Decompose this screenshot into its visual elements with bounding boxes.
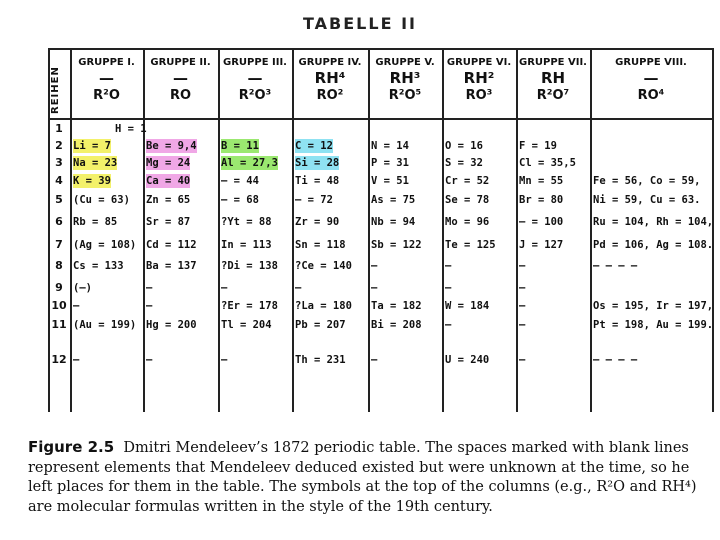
element-cell: Rb = 85 (73, 216, 118, 228)
element-cell: ?Er = 178 (221, 300, 278, 312)
element-cell: Fe = 56, Co = 59, (593, 175, 701, 187)
header-sym: — (99, 69, 114, 87)
header-sym: — (173, 69, 188, 87)
element-cell: U = 240 (445, 354, 490, 366)
header-group: GRUPPE VIII. (615, 57, 687, 68)
header-formula: RO (169, 88, 192, 103)
element-cell: N = 14 (371, 140, 409, 152)
element-cell: — (371, 260, 378, 272)
element-cell: Cr = 52 (445, 175, 490, 187)
header-sym: RH⁴ (314, 69, 346, 87)
element-cell: K = 39 (73, 175, 111, 187)
header-group: GRUPPE IV. (298, 57, 362, 68)
element-cell: — (519, 260, 526, 272)
reihen-label: REIHEN (50, 66, 61, 114)
element-cell: Pb = 207 (295, 319, 346, 331)
row-number: 11 (51, 318, 67, 331)
element-cell: Nb = 94 (371, 216, 416, 228)
element-cell: B = 11 (221, 140, 259, 152)
header-group: GRUPPE III. (223, 57, 287, 68)
element-cell: Mg = 24 (146, 157, 191, 169)
row-number: 5 (55, 193, 63, 206)
element-cell: Sn = 118 (295, 239, 346, 251)
element-cell: ?Ce = 140 (295, 260, 352, 272)
element-cell: — (519, 300, 526, 312)
element-cell: Ta = 182 (371, 300, 422, 312)
element-cell: O = 16 (445, 140, 483, 152)
element-cell: Sr = 87 (146, 216, 191, 228)
column-header-7 (516, 56, 590, 104)
element-cell: Te = 125 (445, 239, 496, 251)
element-cell: — (519, 319, 526, 331)
header-formula: R²O⁵ (388, 88, 422, 103)
header-group: GRUPPE V. (375, 57, 435, 68)
header-bottom-border (48, 118, 712, 120)
element-cell: Cs = 133 (73, 260, 124, 272)
element-cell: Cd = 112 (146, 239, 197, 251)
column-header-4 (292, 56, 368, 104)
element-cell: — (445, 260, 452, 272)
column-header-2 (143, 56, 218, 104)
element-cell: — — — — (593, 354, 638, 366)
element-cell: — (445, 319, 452, 331)
header-sym: — (247, 69, 263, 87)
element-cell: C = 12 (295, 140, 333, 152)
element-cell: — — — — (593, 260, 638, 272)
caption-text: Dmitri Mendeleev’s 1872 periodic table. The spaces marked with blank lines represent elements that Mendeleev deduced existed but were unknown at the time, so he left places for them in the table. The symbols at the top of the columns (e.g., R²O and RH⁴) are molecular formulas written in the style of the 19th century. (28, 440, 697, 515)
element-cell: Cl = 35,5 (519, 157, 576, 169)
header-sym: RH² (463, 69, 495, 87)
element-cell: — (221, 354, 228, 366)
row-number: 9 (55, 281, 63, 294)
element-cell: — (221, 282, 228, 294)
element-cell: Tl = 204 (221, 319, 272, 331)
row-number: 7 (55, 238, 63, 251)
header-sym: — (643, 69, 659, 87)
element-cell: Ru = 104, Rh = 104, (593, 216, 714, 228)
row-number: 2 (55, 139, 63, 152)
element-cell: P = 31 (371, 157, 409, 169)
element-cell: J = 127 (519, 239, 564, 251)
element-cell: ?Di = 138 (221, 260, 278, 272)
element-cell: Os = 195, Ir = 197, (593, 300, 714, 312)
element-cell: Hg = 200 (146, 319, 197, 331)
element-cell: Ni = 59, Cu = 63. (593, 194, 701, 206)
element-cell: — (146, 300, 153, 312)
element-cell: Ba = 137 (146, 260, 197, 272)
element-cell: Zr = 90 (295, 216, 340, 228)
element-cell: — (519, 282, 526, 294)
element-cell: ?Yt = 88 (221, 216, 272, 228)
element-cell: In = 113 (221, 239, 272, 251)
element-cell: W = 184 (445, 300, 490, 312)
column-header-5 (368, 56, 442, 104)
element-cell: — (146, 354, 153, 366)
element-cell: — (295, 282, 302, 294)
element-cell: — (73, 300, 80, 312)
element-cell: — (146, 282, 153, 294)
row-number: 1 (55, 122, 63, 135)
element-cell: Al = 27,3 (221, 157, 278, 169)
element-cell: S = 32 (445, 157, 483, 169)
element-cell: — = 68 (221, 194, 259, 206)
element-cell: (—) (73, 282, 92, 294)
header-formula: R²O (93, 88, 120, 103)
element-cell: — = 44 (221, 175, 259, 187)
element-cell: Si = 28 (295, 157, 340, 169)
element-cell: Ca = 40 (146, 175, 191, 187)
header-formula: RO³ (465, 88, 493, 103)
element-cell: — (445, 282, 452, 294)
element-cell: H = 1 (115, 123, 147, 135)
header-sym: RH (540, 69, 566, 87)
element-cell: — = 100 (519, 216, 564, 228)
element-cell: Pd = 106, Ag = 108. (593, 239, 714, 251)
column-header-6 (442, 56, 516, 104)
header-group: GRUPPE II. (150, 57, 211, 68)
element-cell: Bi = 208 (371, 319, 422, 331)
figure-label: Figure 2.5 (28, 438, 115, 456)
header-formula: RO⁴ (637, 88, 665, 103)
element-cell: V = 51 (371, 175, 409, 187)
row-number: 10 (51, 299, 67, 312)
header-formula: R²O⁷ (536, 88, 570, 103)
element-cell: Li = 7 (73, 140, 111, 152)
row-number: 3 (55, 156, 63, 169)
column-header-8 (590, 56, 712, 104)
header-group: GRUPPE I. (78, 57, 135, 68)
table-top-border (48, 48, 712, 50)
element-cell: F = 19 (519, 140, 557, 152)
element-cell: Mn = 55 (519, 175, 564, 187)
element-cell: Mo = 96 (445, 216, 490, 228)
table-title: TABELLE II (303, 14, 417, 33)
element-cell: Ti = 48 (295, 175, 340, 187)
element-cell: — (371, 354, 378, 366)
header-sym: RH³ (389, 69, 421, 87)
row-number: 12 (51, 353, 67, 366)
row-number: 6 (55, 215, 63, 228)
element-cell: (Au = 199) (73, 319, 137, 331)
column-divider-9 (712, 48, 714, 412)
row-number: 8 (55, 259, 63, 272)
row-number: 4 (55, 174, 63, 187)
header-group: GRUPPE VI. (446, 57, 512, 68)
element-cell: (Cu = 63) (73, 194, 130, 206)
element-cell: ?La = 180 (295, 300, 352, 312)
figure-caption (28, 438, 708, 517)
element-cell: — = 72 (295, 194, 333, 206)
element-cell: Be = 9,4 (146, 140, 197, 152)
element-cell: Se = 78 (445, 194, 490, 206)
element-cell: — (371, 282, 378, 294)
element-cell: — (519, 354, 526, 366)
header-formula: RO² (316, 88, 344, 103)
element-cell: Pt = 198, Au = 199. (593, 319, 714, 331)
element-cell: Br = 80 (519, 194, 564, 206)
element-cell: As = 75 (371, 194, 416, 206)
element-cell: Th = 231 (295, 354, 346, 366)
element-cell: (Ag = 108) (73, 239, 137, 251)
header-group: GRUPPE VII. (519, 57, 587, 68)
element-cell: — (73, 354, 80, 366)
column-header-1 (70, 56, 143, 104)
element-cell: Zn = 65 (146, 194, 191, 206)
element-cell: Na = 23 (73, 157, 118, 169)
column-header-3 (218, 56, 292, 104)
element-cell: Sb = 122 (371, 239, 422, 251)
header-formula: R²O³ (238, 88, 272, 103)
